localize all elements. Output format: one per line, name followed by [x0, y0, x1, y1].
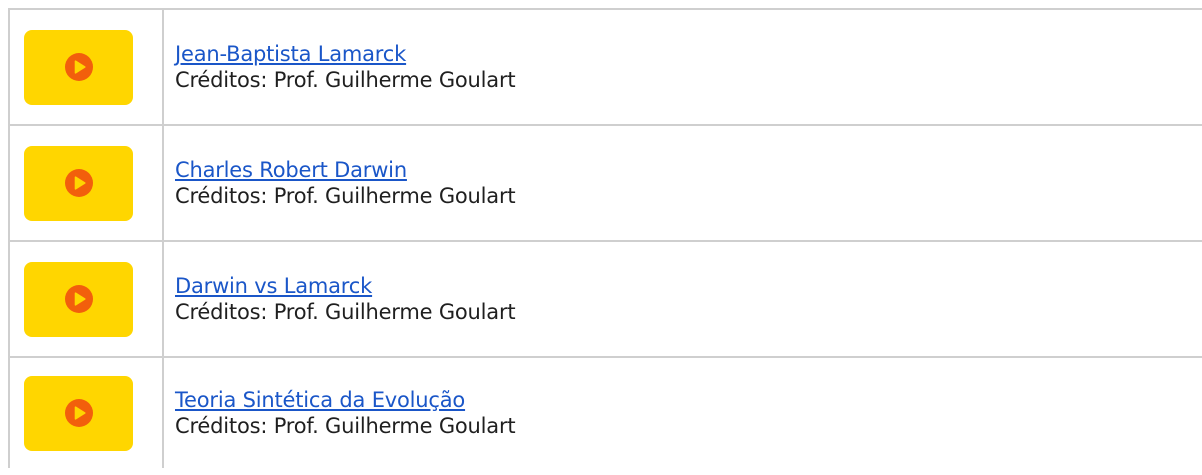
table-row [9, 241, 1202, 357]
table-row [9, 125, 1202, 241]
credits-text: Créditos: Prof. Guilherme Goulart [175, 68, 516, 92]
play-icon [64, 52, 94, 82]
info-cell [163, 241, 1202, 357]
video-title-link[interactable]: Jean-Baptista Lamarck [175, 42, 407, 66]
video-title-link[interactable]: Darwin vs Lamarck [175, 274, 373, 298]
credits-text: Créditos: Prof. Guilherme Goulart [175, 414, 516, 438]
info-cell [163, 9, 1202, 125]
play-button[interactable] [24, 30, 133, 105]
play-icon [64, 398, 94, 428]
table-row [9, 9, 1202, 125]
thumbnail-cell [9, 357, 163, 468]
credits-text: Créditos: Prof. Guilherme Goulart [175, 300, 516, 324]
thumbnail-cell [9, 241, 163, 357]
video-list-table [8, 8, 1202, 468]
play-button[interactable] [24, 376, 133, 451]
credits-text: Créditos: Prof. Guilherme Goulart [175, 184, 516, 208]
info-cell [163, 125, 1202, 241]
play-button[interactable] [24, 146, 133, 221]
video-title-link[interactable]: Teoria Sintética da Evolução [175, 388, 466, 412]
info-cell [163, 357, 1202, 468]
thumbnail-cell [9, 9, 163, 125]
thumbnail-cell [9, 125, 163, 241]
video-title-link[interactable]: Charles Robert Darwin [175, 158, 407, 182]
table-row [9, 357, 1202, 468]
play-icon [64, 284, 94, 314]
play-button[interactable] [24, 262, 133, 337]
play-icon [64, 168, 94, 198]
